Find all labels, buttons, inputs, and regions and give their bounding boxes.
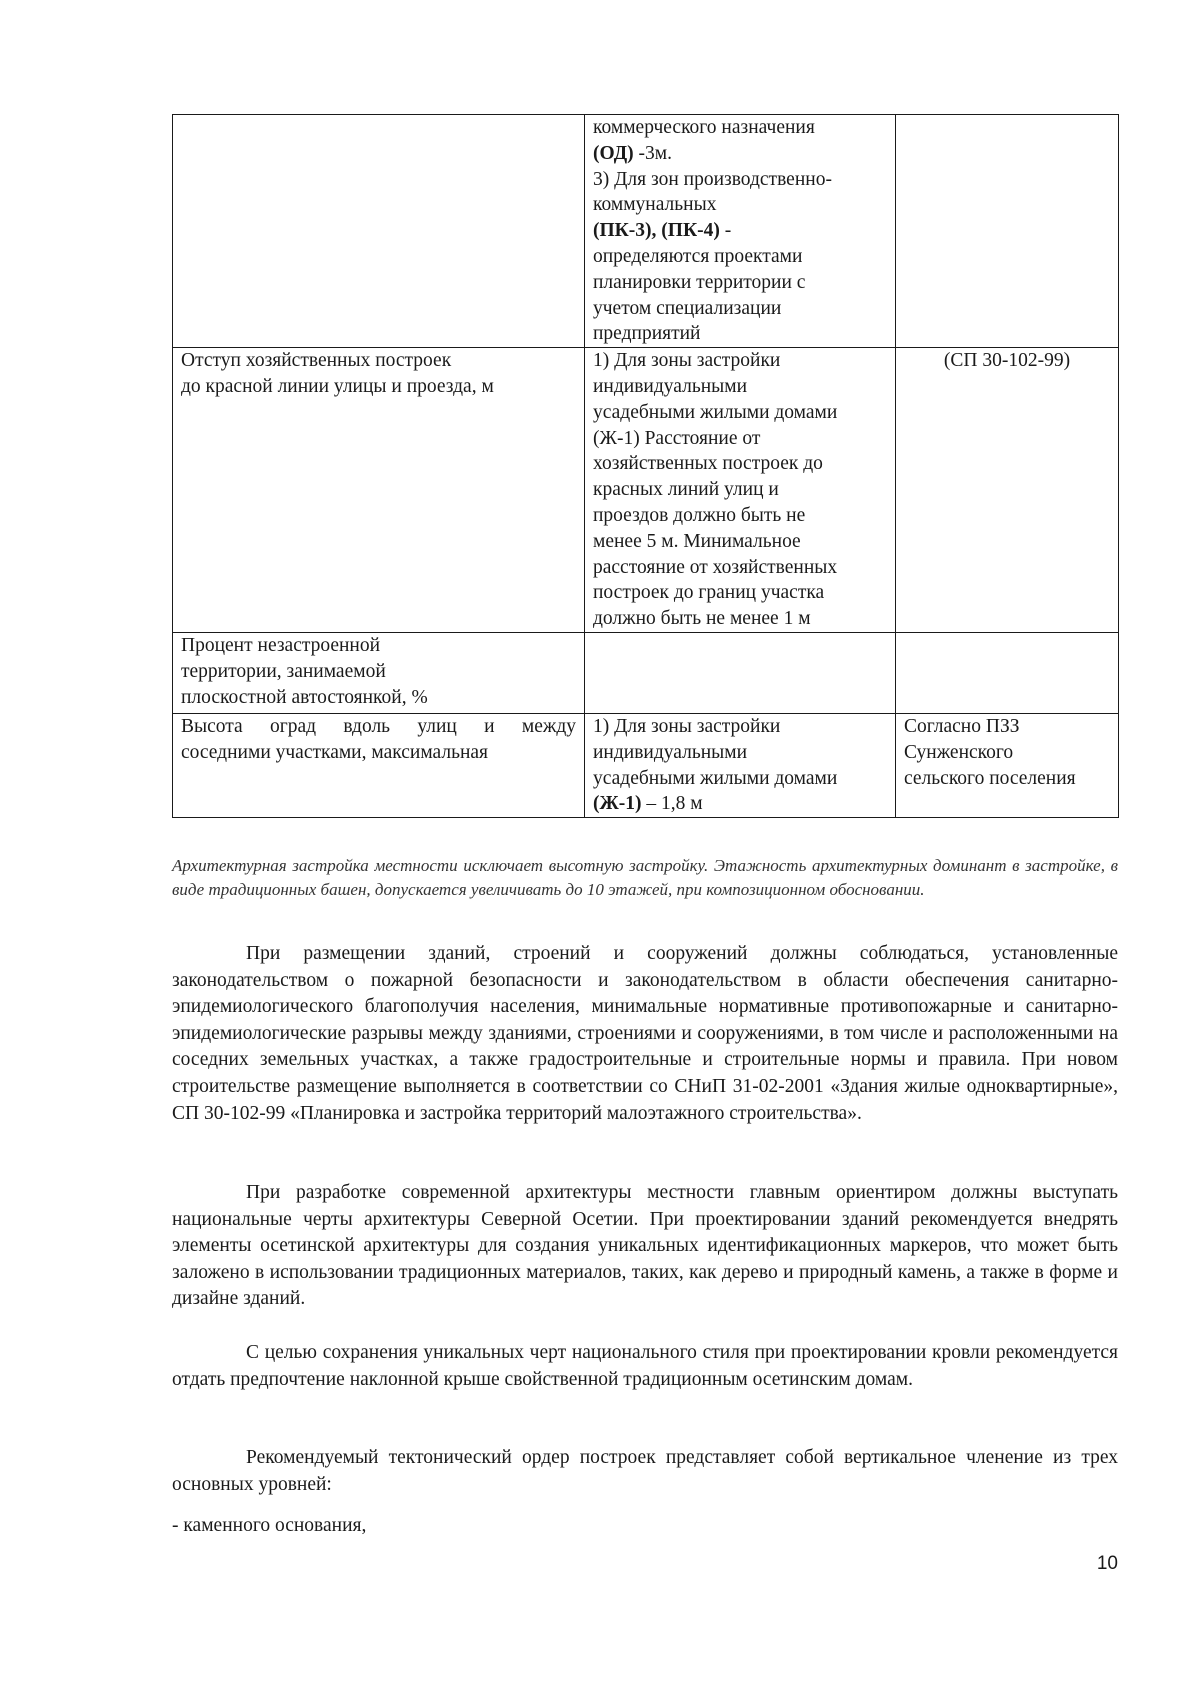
- cell-line: Согласно ПЗЗ: [904, 715, 1020, 737]
- table-cell: [896, 713, 1119, 817]
- cell-line: Процент незастроенной: [181, 634, 381, 656]
- table-cell: [896, 632, 1119, 713]
- table-cell: [585, 115, 896, 348]
- cell-line: территории, занимаемой: [181, 660, 386, 682]
- paragraph-roof-style: С целью сохранения уникальных черт национального стиля при проектировании кровли рекомендуется отдать предпочтение наклонной крыше свойственной традиционным осетинским домам.: [172, 1342, 1118, 1390]
- table-cell: [896, 348, 1119, 633]
- page-number: 10: [1096, 1553, 1118, 1574]
- cell-line: учетом специализации: [593, 297, 782, 319]
- cell-line: плоскостной автостоянкой, %: [181, 686, 428, 708]
- cell-line: менее 5 м. Минимальное: [593, 530, 801, 552]
- cell-line: Высота оград вдоль улиц и между: [181, 715, 576, 737]
- table-cell: [585, 632, 896, 713]
- zone-code: (ПК-3), (ПК-4): [593, 220, 720, 242]
- table-row: [173, 632, 1119, 713]
- cell-line: 3) Для зон производственно-: [593, 168, 832, 190]
- cell-line: Отступ хозяйственных построек: [181, 350, 452, 372]
- cell-line: хозяйственных построек до: [593, 453, 823, 475]
- cell-line: усадебными жилыми домами: [593, 767, 838, 789]
- regulations-table: [172, 114, 1119, 818]
- cell-line: до красной линии улицы и проезда, м: [181, 375, 494, 397]
- cell-line: индивидуальными: [593, 741, 748, 763]
- cell-line: Сунженского: [904, 741, 1014, 763]
- cell-line: (Ж-1) – 1,8 м: [593, 793, 703, 815]
- table-row: [173, 115, 1119, 348]
- cell-line: коммунальных: [593, 194, 717, 216]
- paragraph-placement-rules: При размещении зданий, строений и сооружений должны соблюдаться, установленные законодательством о пожарной безопасности и законодательством в области обеспечения санитарно-эпидемиологического благополучия населения, минимальные нормативные противопожарные и санитарно-эпидемиологические разрывы между зданиями, строениями и сооружениями, в том числе и расположенными на соседних земельных участках, а также градостроительные и строительные нормы и правила. При новом строительстве размещение выполняется в соответствии со СНиП 31-02-2001 «Здания жилые одноквартирные», СП 30-102-99 «Планировка и застройка территорий малоэтажного строительства».: [172, 943, 1118, 1124]
- cell-line: планировки территории с: [593, 271, 806, 293]
- cell-line: (Ж-1) Расстояние от: [593, 427, 761, 449]
- norm-reference: (СП 30-102-99): [943, 350, 1071, 372]
- table-row: [173, 713, 1119, 817]
- table-cell: [173, 632, 585, 713]
- paragraph-national-features: При разработке современной архитектуры местности главным ориентиром должны выступать национальные черты архитектуры Северной Осетии. При проектировании зданий рекомендуется внедрять элементы осетинской архитектуры для создания уникальных идентификационных маркеров, что может быть заложено в использовании традиционных материалов, таких, как дерево и природный камень, а также в форме и дизайне зданий.: [172, 1182, 1118, 1310]
- table-row: [173, 348, 1119, 633]
- table-cell: [585, 713, 896, 817]
- cell-line: усадебными жилыми домами: [593, 401, 838, 423]
- cell-line: (ПК-3), (ПК-4) -: [593, 220, 732, 242]
- table-cell: [585, 348, 896, 633]
- italic-note: Архитектурная застройка местности исключает высотную застройку. Этажность архитектурных доминант в застройке, в виде традиционных башен, допускается увеличивать до 10 этажей, при композиционном обосновании.: [172, 856, 1118, 899]
- cell-line: проездов должно быть не: [593, 504, 806, 526]
- table-cell: [173, 713, 585, 817]
- cell-line: коммерческого назначения: [593, 117, 815, 138]
- cell-line: расстояние от хозяйственных: [593, 556, 838, 578]
- zone-code: (Ж-1): [593, 793, 642, 815]
- paragraph-tectonic-order: Рекомендуемый тектонический ордер построек представляет собой вертикальное членение из трех основных уровней:: [172, 1447, 1118, 1495]
- cell-line: определяются проектами: [593, 245, 803, 267]
- table-cell: [896, 115, 1119, 348]
- cell-line: должно быть не менее 1 м: [593, 608, 811, 630]
- cell-line: 1) Для зоны застройки: [593, 350, 781, 372]
- list-item: - каменного основания,: [172, 1515, 367, 1536]
- table-cell: [173, 115, 585, 348]
- zone-code: (ОД): [593, 142, 634, 164]
- cell-line: соседними участками, максимальная: [181, 741, 489, 763]
- cell-line: 1) Для зоны застройки: [593, 715, 781, 737]
- cell-line: сельского поселения: [904, 767, 1076, 789]
- table-cell: [173, 348, 585, 633]
- cell-line: индивидуальными: [593, 375, 748, 397]
- cell-line: (ОД) -3м.: [593, 142, 672, 164]
- cell-line: предприятий: [593, 323, 701, 345]
- cell-line: красных линий улиц и: [593, 479, 779, 501]
- cell-line: построек до границ участка: [593, 582, 825, 604]
